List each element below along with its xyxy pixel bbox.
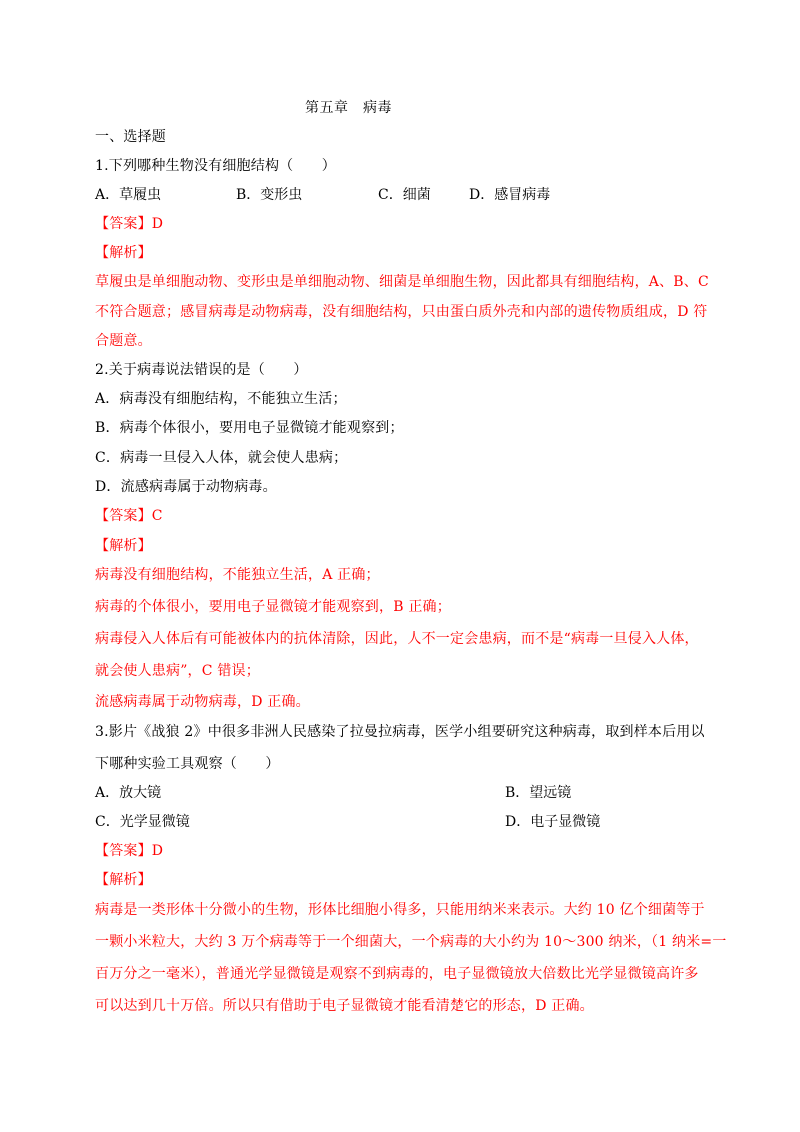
question-1-analysis-line: 草履虫是单细胞动物、变形虫是单细胞动物、细菌是单细胞生物，因此都具有细胞结构，A、B、C <box>95 274 709 290</box>
question-3-option-b: B．望远镜 <box>505 785 572 801</box>
question-2-option-d: D．流感病毒属于动物病毒。 <box>95 479 277 495</box>
question-2-analysis-label: 【解析】 <box>95 538 152 554</box>
question-3-analysis-line: 一颗小米粒大，大约 3 万个病毒等于一个细菌大，一个病毒的大小约为 10～300 纳米，（1 纳米=一 <box>95 934 727 950</box>
page-title: 第五章 病毒 <box>305 100 392 116</box>
question-3-analysis-line: 百万分之一毫米），普通光学显微镜是观察不到病毒的，电子显微镜放大倍数比光学显微镜高许多 <box>95 966 699 982</box>
question-3-answer: 【答案】D <box>95 843 164 859</box>
question-1-analysis-label: 【解析】 <box>95 245 152 261</box>
question-1-option-b: B．变形虫 <box>236 187 303 203</box>
question-2-analysis-line: 就会使人患病”，C 错误； <box>95 663 260 679</box>
question-2-analysis-line: 病毒没有细胞结构，不能独立生活，A 正确； <box>95 567 380 583</box>
question-3-stem: 下哪种实验工具观察（ ） <box>95 756 280 772</box>
question-2-analysis-line: 病毒侵入人体后有可能被体内的抗体清除，因此，人不一定会患病，而不是“病毒一旦侵入人体， <box>95 631 699 647</box>
question-2-option-c: C．病毒一旦侵入人体，就会使人患病； <box>95 450 348 466</box>
question-2-answer: 【答案】C <box>95 508 163 524</box>
question-3-analysis-line: 病毒是一类形体十分微小的生物，形体比细胞小得多，只能用纳米来表示。大约 10 亿个细菌等于 <box>95 902 705 918</box>
question-2-option-b: B．病毒个体很小，要用电子显微镜才能观察到； <box>95 420 404 436</box>
question-3-option-a: A．放大镜 <box>95 785 162 801</box>
question-1-answer: 【答案】D <box>95 216 164 232</box>
question-1-stem: 1.下列哪种生物没有细胞结构（ ） <box>95 158 336 174</box>
question-2-analysis-line: 病毒的个体很小，要用电子显微镜才能观察到，B 正确； <box>95 599 451 615</box>
question-1-option-c: C．细菌 <box>378 187 431 203</box>
question-1-option-a: A．草履虫 <box>95 187 162 203</box>
question-2-stem: 2.关于病毒说法错误的是（ ） <box>95 362 308 378</box>
question-2-analysis-line: 流感病毒属于动物病毒，D 正确。 <box>95 694 310 710</box>
question-3-option-c: C．光学显微镜 <box>95 814 190 830</box>
question-3-analysis-label: 【解析】 <box>95 872 152 888</box>
question-1-option-d: D．感冒病毒 <box>469 187 551 203</box>
question-1-analysis-line: 不符合题意；感冒病毒是动物病毒，没有细胞结构，只由蛋白质外壳和内部的遗传物质组成，D 符 <box>95 304 708 320</box>
question-2-option-a: A．病毒没有细胞结构，不能独立生活； <box>95 391 347 407</box>
question-3-analysis-line: 可以达到几十万倍。所以只有借助于电子显微镜才能看清楚它的形态，D 正确。 <box>95 998 594 1014</box>
question-3-option-d: D．电子显微镜 <box>505 814 601 830</box>
section-heading: 一、选择题 <box>95 129 166 145</box>
question-1-analysis-line: 合题意。 <box>95 333 152 349</box>
question-3-stem: 3.影片《战狼 2》中很多非洲人民感染了拉曼拉病毒，医学小组要研究这种病毒，取到样本后用以 <box>95 724 705 740</box>
